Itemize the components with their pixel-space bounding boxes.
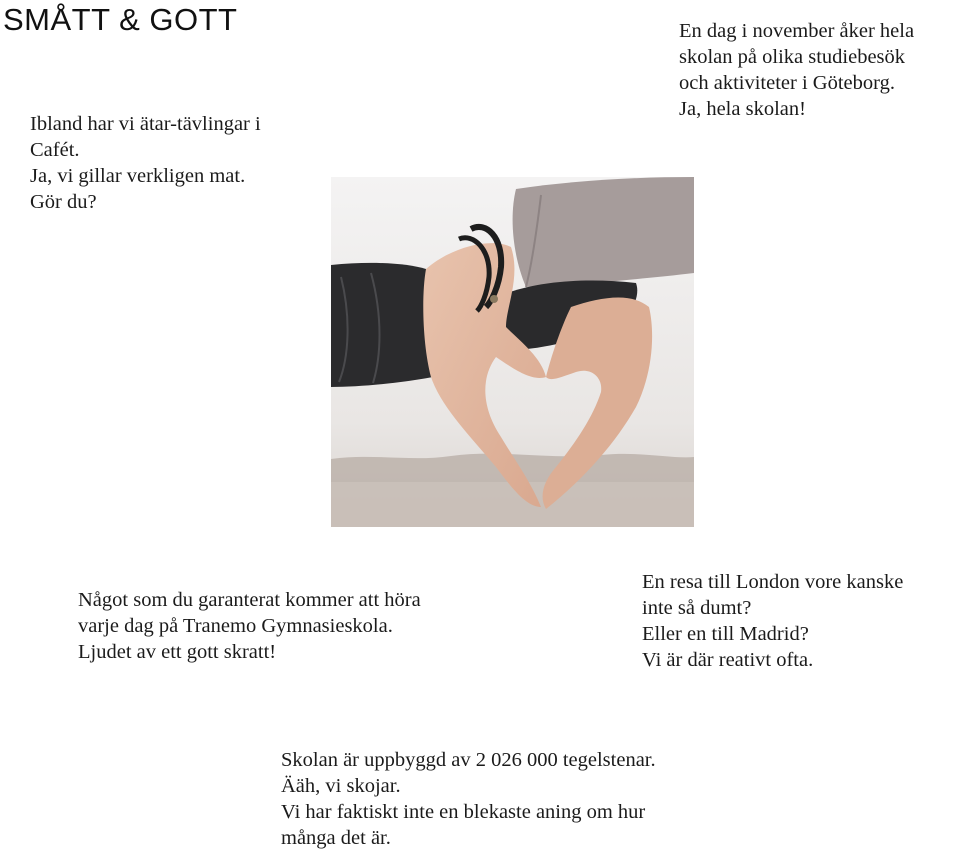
text-block-travel xyxy=(642,569,903,673)
page-title: SMÅTT & GOTT xyxy=(3,2,238,37)
text-line: skolan på olika studiebesök xyxy=(679,46,906,68)
text-block-bricks xyxy=(281,747,656,851)
text-line: Ibland har vi ätar-tävlingar i xyxy=(30,113,261,135)
text-block-november xyxy=(679,18,914,122)
text-line: inte så dumt? xyxy=(642,597,752,619)
text-block-cafe xyxy=(30,111,261,215)
text-line: Vi är där reativt ofta. xyxy=(642,649,814,671)
text-line: Gör du? xyxy=(30,191,97,213)
heart-hands-photo xyxy=(331,177,694,527)
text-block-laugh xyxy=(78,587,421,665)
text-line: Eller en till Madrid? xyxy=(642,623,809,645)
text-line: många det är. xyxy=(281,827,391,849)
text-line: Cafét. xyxy=(30,139,80,161)
text-line: och aktiviteter i Göteborg. xyxy=(679,72,895,94)
text-line: Något som du garanterat kommer att höra xyxy=(78,589,421,611)
text-line: Ja, hela skolan! xyxy=(679,98,806,120)
text-line: En dag i november åker hela xyxy=(679,20,915,42)
text-line: Ääh, vi skojar. xyxy=(281,775,401,797)
text-line: Ja, vi gillar verkligen mat. xyxy=(30,165,246,187)
text-line: Skolan är uppbyggd av 2 026 000 tegelstenar. xyxy=(281,749,656,771)
text-line: En resa till London vore kanske xyxy=(642,571,904,593)
text-line: varje dag på Tranemo Gymnasieskola. xyxy=(78,615,393,637)
text-line: Ljudet av ett gott skratt! xyxy=(78,641,277,663)
text-line: Vi har faktiskt inte en blekaste aning om hur xyxy=(281,801,646,823)
